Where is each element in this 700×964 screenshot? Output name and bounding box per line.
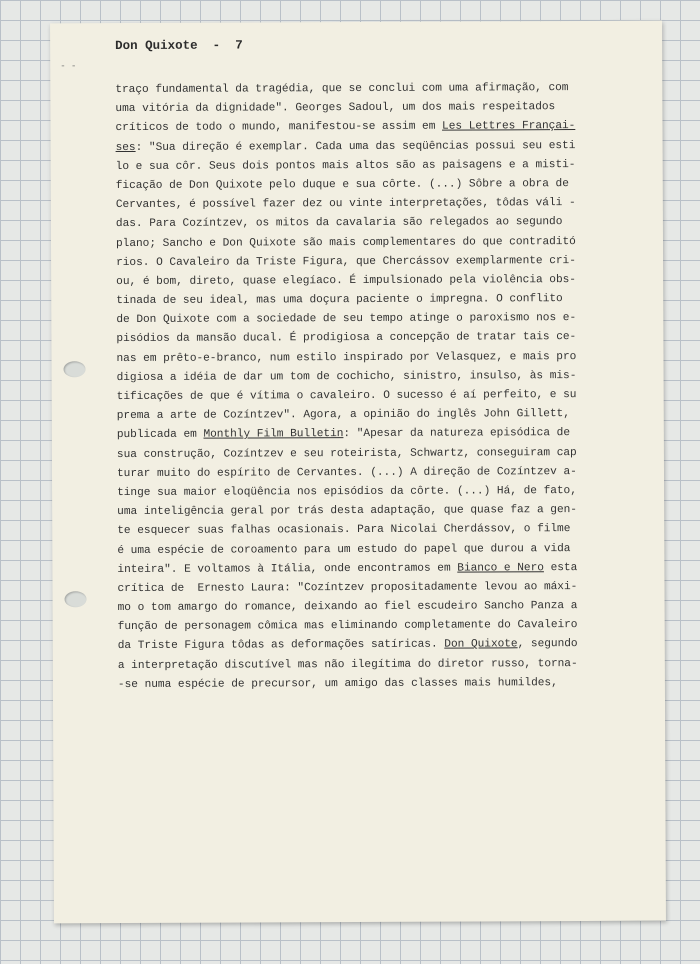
text-line — [116, 347, 656, 369]
text-segment: Cervantes, é possível fazer dez ou vinte interpretações, tôdas váli - — [115, 197, 576, 212]
text-segment: de Don Quixote com a sociedade de seu tempo atinge o paroxismo nos e- — [116, 312, 577, 327]
text-segment: crítica de Ernesto Laura: "Cozíntzev propositadamente levou ao máxi- — [117, 580, 578, 595]
punch-hole-bottom — [65, 591, 87, 607]
text-segment: , segundo — [517, 638, 578, 651]
text-line — [116, 271, 656, 293]
punch-hole-top — [64, 361, 86, 377]
text-line — [115, 98, 655, 120]
text-line — [117, 482, 657, 504]
text-line — [117, 386, 657, 408]
page-number: 7 — [235, 38, 243, 53]
document-page — [50, 21, 666, 924]
text-segment: rios. O Cavaleiro da Triste Figura, que Chercássov exemplarmente cri- — [116, 254, 576, 269]
text-line — [117, 578, 657, 600]
text-segment: uma inteligência geral por trás desta adaptação, que quase faz a gen- — [117, 504, 577, 519]
text-line — [118, 674, 658, 696]
text-line — [116, 309, 656, 331]
text-segment: lo e sua côr. Seus dois pontos mais altos são as paisagens e a misti- — [115, 158, 576, 173]
text-segment: inteira". E voltamos à Itália, onde encontramos em — [117, 562, 458, 576]
text-segment: pisódios da mansão ducal. É prodigiosa a concepção de tratar tais ce- — [116, 331, 577, 346]
text-segment: te esquecer suas falhas ocasionais. Para Nicolai Cherdássov, o filme — [117, 523, 571, 538]
corner-mark: - - — [60, 61, 77, 72]
text-segment: mo o tom amargo do romance, deixando ao fiel escudeiro Sancho Panza a — [117, 600, 578, 615]
text-line — [117, 424, 657, 446]
text-segment: função de personagem cômica mas eliminando completamente do Cavaleiro — [117, 619, 578, 634]
text-segment: : "Apesar da natureza episódica de — [343, 427, 571, 441]
text-line — [116, 136, 656, 158]
text-line — [116, 194, 656, 216]
text-segment: publicada em — [116, 429, 204, 442]
text-line — [116, 155, 656, 177]
text-segment: nas em prêto-e-branco, num estilo inspirado por Velasquez, e mais pro — [116, 350, 577, 365]
underlined-title: Don Quixote — [444, 638, 518, 652]
text-segment: traço fundamental da tragédia, que se conclui com uma afirmação, com — [115, 82, 569, 97]
text-line — [117, 443, 657, 465]
header-separator: - — [212, 38, 221, 53]
text-segment: das. Para Cozíntzev, os mitos da cavalaria são relegados ao segundo — [115, 216, 563, 231]
text-line — [117, 405, 657, 427]
header-title: Don Quixote — [115, 38, 198, 54]
text-line — [116, 290, 656, 312]
underlined-title: ses — [115, 141, 136, 154]
text-segment: plano; Sancho e Don Quixote são mais complementares do que contraditó — [115, 235, 576, 250]
text-segment: ou, é bom, direto, quase elegíaco. É impulsionado pela violência obs- — [116, 273, 576, 288]
text-segment: -se numa espécie de precursor, um amigo das classes mais humildes, — [117, 676, 558, 691]
text-segment: a interpretação discutível mas não ilegítima do diretor russo, torna- — [117, 657, 578, 672]
text-segment: turar muito do espírito de Cervantes. (...) A direção de Cozíntzev a- — [116, 465, 577, 480]
text-line — [117, 539, 657, 561]
underlined-title: Bianco e Nero — [457, 561, 544, 575]
text-line — [118, 616, 658, 638]
text-segment: tinge sua maior eloqüência nos episódios da côrte. (...) Há, de fato, — [117, 484, 577, 499]
underlined-title: Les Lettres Françai- — [442, 120, 576, 134]
text-segment: ficação de Don Quixote pelo duque e sua côrte. (...) Sôbre a obra de — [115, 178, 569, 192]
text-line — [115, 117, 655, 139]
text-line — [118, 597, 658, 619]
text-line — [117, 501, 657, 523]
text-line — [116, 232, 656, 254]
text-segment: críticos de todo o mundo, manifestou-se assim em — [115, 121, 443, 135]
text-line — [117, 367, 657, 389]
text-segment: : "Sua direção é exemplar. Cada uma das seqüências possui seu esti — [135, 139, 576, 154]
text-segment: prema a arte de Cozíntzev". Agora, a opinião do inglês John Gillett, — [116, 408, 570, 423]
text-line — [116, 175, 656, 197]
text-line — [116, 213, 656, 235]
text-line — [117, 558, 657, 580]
text-line — [116, 251, 656, 273]
text-line — [115, 79, 655, 101]
text-segment: uma vitória da dignidade". Georges Sadoul, um dos mais respeitados — [115, 101, 556, 116]
body-text — [115, 79, 658, 695]
text-segment: sua construção, Cozíntzev e seu roteirista, Schwartz, conseguiram cap — [116, 446, 577, 461]
text-segment: é uma espécie de coroamento para um estudo do papel que durou a vida — [117, 542, 571, 557]
text-line — [116, 328, 656, 350]
text-segment: esta — [543, 561, 578, 574]
text-segment: digiosa a idéia de dar um tom de cochicho, sinistro, insulso, às mis- — [116, 369, 577, 384]
page-header — [115, 38, 243, 53]
text-segment: tificações de que é vítima o cavaleiro. O sucesso é aí perfeito, e su — [116, 389, 577, 404]
text-line — [117, 520, 657, 542]
text-line — [117, 462, 657, 484]
text-line — [118, 654, 658, 676]
underlined-title: Monthly Film Bulletin — [203, 428, 344, 442]
text-segment: da Triste Figura tôdas as deformações satíricas. — [117, 639, 445, 653]
text-segment: tinada de seu ideal, mas uma doçura paciente o impregna. O conflito — [116, 293, 563, 308]
text-line — [118, 635, 658, 657]
